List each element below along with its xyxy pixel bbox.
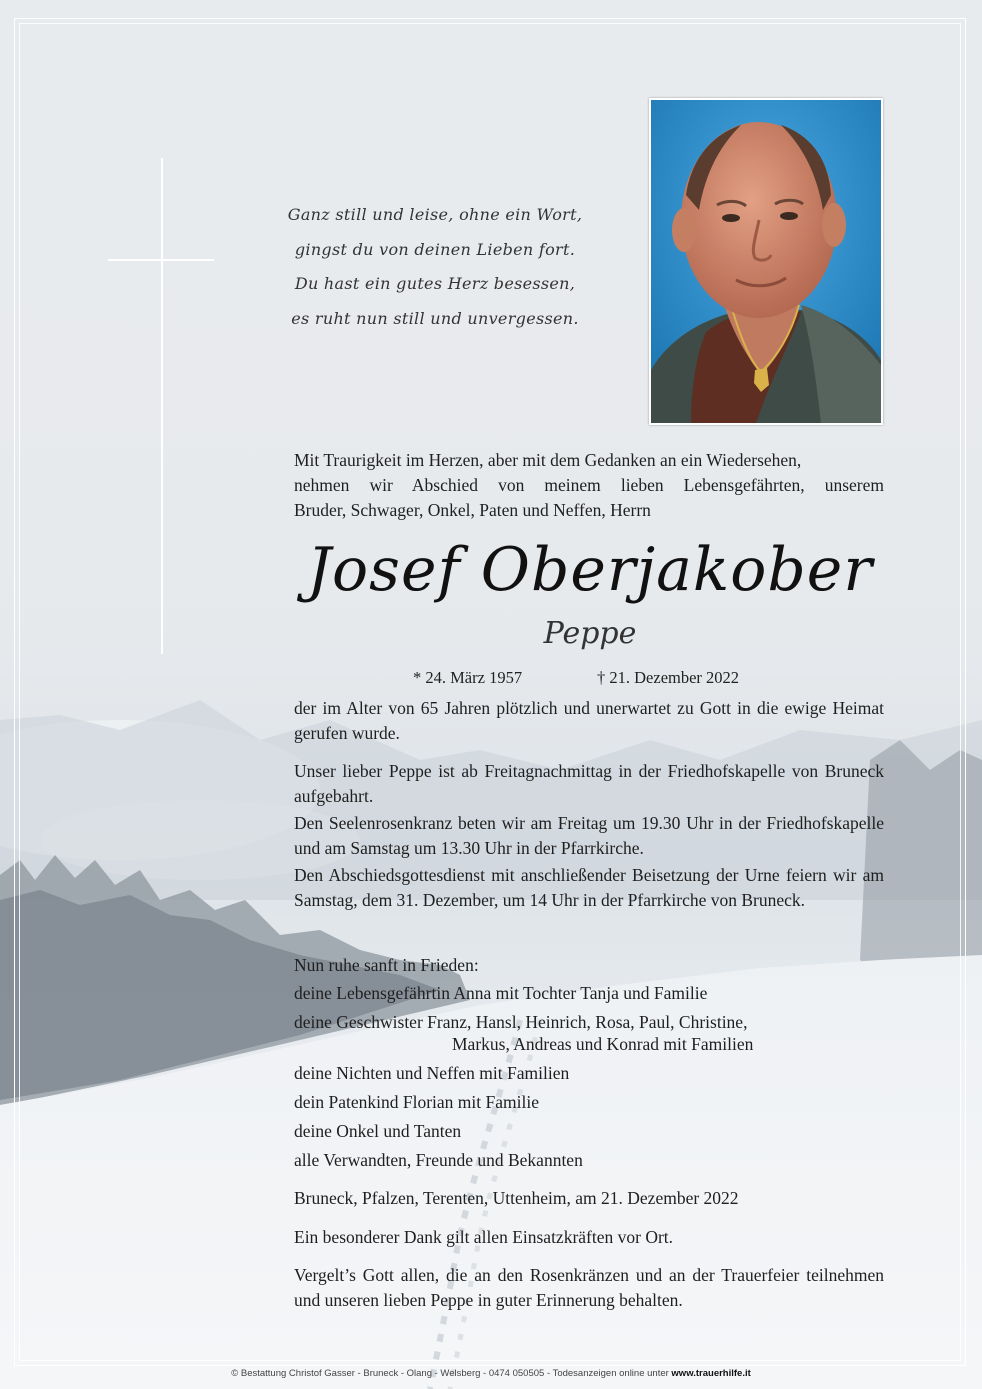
poem-line: es ruht nun still und unvergessen. xyxy=(291,308,579,328)
poem-line: gingst du von deinen Lieben fort. xyxy=(294,239,576,259)
portrait-image xyxy=(651,100,881,423)
death-date: † 21. Dezember 2022 xyxy=(597,668,740,687)
intro-line-justified xyxy=(294,473,884,498)
place-and-date: Bruneck, Pfalzen, Terenten, Uttenheim, am 21. Dezember 2022 xyxy=(294,1188,739,1208)
cross-vertical-beam xyxy=(161,158,163,654)
deceased-nickname: Peppe xyxy=(543,616,637,651)
thanks-line: Ein besonderer Dank gilt allen Einsatzkräften vor Ort. xyxy=(294,1227,674,1247)
footer xyxy=(0,1368,982,1379)
thanks-paragraph: Vergelt’s Gott allen, die an den Rosenkränzen und an der Trauerfeier teilnehmen und unseren lieben Peppe in guter Erinnerung behalten. xyxy=(294,1265,884,1310)
mourner-line: deine Onkel und Tanten xyxy=(294,1121,462,1141)
body-paragraph: Den Abschiedsgottesdienst mit anschließender Beisetzung der Urne feiern wir am Samstag, dem 31. Dezember, um 14 Uhr in der Pfarrkirche von Bruneck. xyxy=(294,865,884,910)
intro-text xyxy=(294,448,884,523)
deceased-name: Josef Oberjakober xyxy=(307,535,873,605)
mourner-line: Markus, Andreas und Konrad mit Familien xyxy=(452,1034,754,1054)
intro-line: nehmen wir Abschied von meinem lieben Lebensgefährten, unserem xyxy=(294,475,884,495)
mourner-line: dein Patenkind Florian mit Familie xyxy=(294,1092,539,1112)
mourner-line: deine Lebensgefährtin Anna mit Tochter Tanja und Familie xyxy=(294,983,708,1003)
birth-date: * 24. März 1957 xyxy=(413,668,523,687)
mourners-heading: Nun ruhe sanft in Frieden: xyxy=(294,955,479,975)
memorial-poem xyxy=(260,198,610,336)
mourner-line: deine Geschwister Franz, Hansl, Heinrich, Rosa, Paul, Christine, xyxy=(294,1012,748,1032)
intro-line: Bruder, Schwager, Onkel, Paten und Neffen, Herrn xyxy=(294,500,651,520)
body-paragraph: Den Seelenrosenkranz beten wir am Freitag um 19.30 Uhr in der Friedhofskapelle und am Samstag um 13.30 Uhr in der Pfarrkirche. xyxy=(294,813,884,858)
mourner-line: alle Verwandten, Freunde und Bekannten xyxy=(294,1150,583,1170)
poem-line: Du hast ein gutes Herz besessen, xyxy=(294,274,576,293)
body-paragraph: Unser lieber Peppe ist ab Freitagnachmittag in der Friedhofskapelle von Bruneck aufgebahrt. xyxy=(294,761,884,806)
mourner-line: deine Nichten und Neffen mit Familien xyxy=(294,1063,570,1083)
poem-line: Ganz still und leise, ohne ein Wort, xyxy=(287,205,583,224)
portrait-photo xyxy=(649,98,883,425)
intro-line: Mit Traurigkeit im Herzen, aber mit dem Gedanken an ein Wiedersehen, xyxy=(294,450,802,470)
body-paragraph: der im Alter von 65 Jahren plötzlich und unerwartet zu Gott in die ewige Heimat gerufen wurde. xyxy=(294,698,884,743)
footer-link[interactable]: www.trauerhilfe.it xyxy=(671,1368,751,1379)
footer-text: © Bestattung Christof Gasser - Bruneck - Olang - Welsberg - 0474 050505 - Todesanzeigen online unter xyxy=(231,1368,672,1379)
cross-horizontal-beam xyxy=(108,259,214,261)
